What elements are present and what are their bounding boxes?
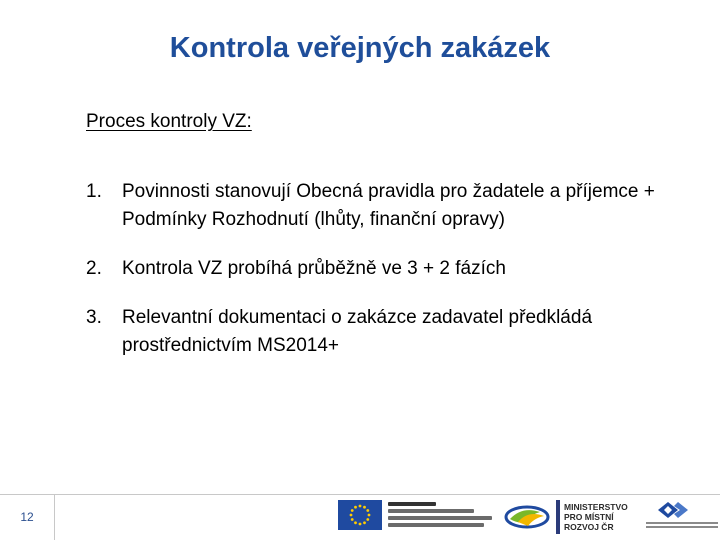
list-item-number: 3.: [86, 307, 102, 328]
list-item: [86, 178, 686, 234]
ministry-logo-text: [564, 502, 628, 532]
list-item-text: Povinnosti stanovují Obecná pravidla pro žadatele a příjemce + Podmínky Rozhodnutí (lhůty, finanční opravy): [122, 181, 655, 230]
slide-title: Kontrola veřejných zakázek: [169, 32, 551, 64]
ministry-logo-mark: [556, 500, 560, 534]
page-number: 12: [20, 510, 34, 524]
list-item-text: Kontrola VZ probíhá průběžně ve 3 + 2 fázích: [122, 258, 506, 279]
eu-logo-text: [388, 502, 496, 530]
list-item: [86, 255, 686, 283]
list-item: [86, 304, 686, 360]
crr-logo: [638, 500, 718, 536]
slide-subtitle: Proces kontroly VZ:: [86, 111, 252, 132]
irop-logo: [504, 502, 550, 532]
ministry-logo-line: MINISTERSTVO: [564, 502, 628, 512]
ministry-logo-line: PRO MÍSTNÍ: [564, 512, 614, 522]
footer-logos: [338, 496, 720, 538]
ministry-logo-line: ROZVOJ ČR: [564, 522, 614, 532]
list-item-number: 2.: [86, 258, 102, 279]
list-item-text: Relevantní dokumentaci o zakázce zadavatel předkládá prostřednictvím MS2014+: [122, 307, 593, 356]
footer-divider: [0, 494, 720, 495]
numbered-list: [86, 178, 686, 381]
crr-logo-text: [646, 522, 718, 530]
eu-flag-logo: [338, 500, 382, 530]
list-item-number: 1.: [86, 181, 102, 202]
